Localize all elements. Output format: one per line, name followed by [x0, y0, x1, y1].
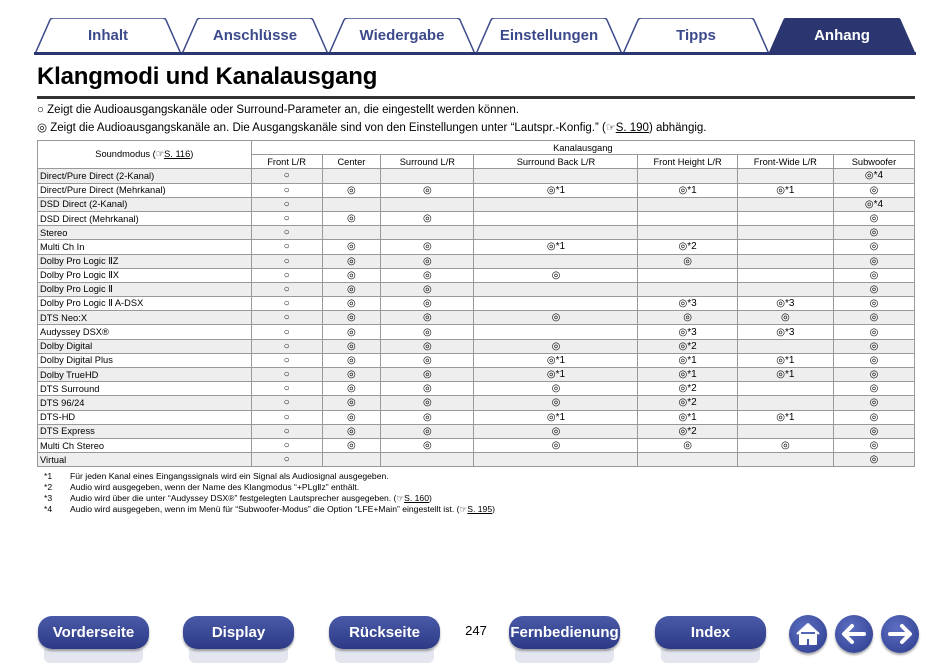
- footnote-mark: *2: [44, 482, 53, 492]
- soundmode-name: DSD Direct (Mehrkanal): [38, 211, 252, 225]
- channel-cell: [322, 226, 381, 240]
- soundmode-name: Dolby Digital Plus: [38, 353, 252, 367]
- channel-cell: ◎: [474, 382, 638, 396]
- channel-cell: ◎*2: [638, 240, 737, 254]
- channel-cell: ◎: [833, 424, 914, 438]
- channel-cell: ◎*1: [638, 368, 737, 382]
- channel-cell: ◎: [381, 254, 474, 268]
- table-row: [38, 297, 915, 311]
- footnote-text: Audio wird ausgegeben, wenn der Name des Klangmodus “+PLgⅡz” enthält.: [70, 482, 360, 492]
- channel-cell: ○: [251, 169, 322, 183]
- footnote-text: Audio wird über die unter “Audyssey DSX®” festgelegten Lautsprecher ausgegeben. (: [70, 493, 397, 503]
- reference-hand-icon: ☞: [396, 493, 405, 503]
- table-row: [38, 211, 915, 225]
- channel-cell: [737, 282, 833, 296]
- channel-cell: ◎: [381, 183, 474, 197]
- channel-cell: ◎: [833, 311, 914, 325]
- column-header: Front Height L/R: [638, 155, 737, 169]
- soundmode-name: Dolby Digital: [38, 339, 252, 353]
- channel-cell: ◎*2: [638, 396, 737, 410]
- channel-cell: ◎: [322, 282, 381, 296]
- soundmode-name: Direct/Pure Direct (Mehrkanal): [38, 183, 252, 197]
- table-row: [38, 438, 915, 452]
- channel-cell: [737, 197, 833, 211]
- channel-cell: ○: [251, 368, 322, 382]
- channel-cell: ◎: [474, 438, 638, 452]
- channel-cell: ◎*1: [638, 410, 737, 424]
- arrow-right-icon: [881, 615, 919, 653]
- home-button[interactable]: [789, 615, 827, 653]
- reference-hand-icon: ☞: [155, 149, 165, 160]
- channel-cell: [381, 169, 474, 183]
- tab-inhalt[interactable]: [34, 18, 182, 54]
- channel-cell: [638, 282, 737, 296]
- channel-cell: [737, 396, 833, 410]
- channel-cell: [737, 424, 833, 438]
- channel-cell: ◎*1: [737, 353, 833, 367]
- remote-control-button[interactable]: [509, 616, 620, 652]
- channel-cell: ◎*3: [737, 325, 833, 339]
- channel-cell: ◎: [381, 438, 474, 452]
- channel-cell: ○: [251, 240, 322, 254]
- channel-cell: ◎: [322, 325, 381, 339]
- footnote-2: [44, 482, 359, 493]
- channel-cell: ◎: [381, 339, 474, 353]
- table-row: [38, 226, 915, 240]
- button-shadow: [515, 649, 614, 663]
- channel-cell: [322, 197, 381, 211]
- channel-cell: ◎: [833, 211, 914, 225]
- soundmode-name: Dolby Pro Logic Ⅱ A-DSX: [38, 297, 252, 311]
- channel-output-header: Kanalausgang: [251, 141, 914, 155]
- channel-cell: [381, 197, 474, 211]
- channel-cell: ◎: [381, 268, 474, 282]
- tab-bar: [34, 14, 916, 54]
- channel-cell: ◎: [381, 353, 474, 367]
- table-row: [38, 169, 915, 183]
- channel-cell: [737, 211, 833, 225]
- page-link[interactable]: S. 190: [615, 122, 649, 134]
- soundmode-name: Dolby Pro Logic Ⅱ: [38, 282, 252, 296]
- channel-cell: ◎: [474, 396, 638, 410]
- channel-cell: ○: [251, 339, 322, 353]
- channel-cell: ○: [251, 297, 322, 311]
- channel-cell: ◎: [381, 410, 474, 424]
- page-link[interactable]: S. 195: [467, 504, 493, 514]
- tab-label: Anhang: [814, 27, 870, 44]
- soundmode-name: DTS Neo:X: [38, 311, 252, 325]
- soundmode-name: DTS Express: [38, 424, 252, 438]
- channel-cell: ◎*1: [737, 183, 833, 197]
- channel-cell: [638, 268, 737, 282]
- legend-text-2-end: ) abhängig.: [648, 122, 707, 134]
- channel-cell: [737, 169, 833, 183]
- tab-label: Einstellungen: [499, 27, 599, 44]
- channel-cell: ◎: [381, 311, 474, 325]
- channel-cell: [638, 197, 737, 211]
- column-header: Surround Back L/R: [474, 155, 638, 169]
- channel-cell: ◎: [322, 254, 381, 268]
- channel-cell: ○: [251, 197, 322, 211]
- button-label: Index: [690, 624, 731, 641]
- channel-cell: ◎: [638, 311, 737, 325]
- channel-cell: ◎*4: [833, 169, 914, 183]
- channel-cell: ◎: [322, 240, 381, 254]
- channel-cell: ◎: [833, 396, 914, 410]
- channel-cell: ◎: [381, 396, 474, 410]
- channel-cell: ◎: [638, 254, 737, 268]
- channel-cell: ◎*1: [474, 353, 638, 367]
- soundmode-name: Multi Ch In: [38, 240, 252, 254]
- channel-cell: [474, 254, 638, 268]
- channel-cell: [322, 169, 381, 183]
- soundmode-name: Dolby TrueHD: [38, 368, 252, 382]
- table-row: [38, 353, 915, 367]
- channel-cell: ○: [251, 453, 322, 467]
- channel-cell: ◎: [381, 297, 474, 311]
- reference-hand-icon: ☞: [459, 504, 468, 514]
- footnote-4: [44, 504, 495, 515]
- table-row: [38, 268, 915, 282]
- soundmode-name: DTS 96/24: [38, 396, 252, 410]
- channel-cell: ◎*1: [474, 240, 638, 254]
- display-button[interactable]: [183, 616, 294, 652]
- channel-cell: ◎: [833, 254, 914, 268]
- channel-cell: ○: [251, 311, 322, 325]
- soundmode-header: Soundmodus (☞S. 116): [38, 141, 252, 169]
- tab-underline: [34, 52, 916, 55]
- channel-cell: ◎*4: [833, 197, 914, 211]
- page-link[interactable]: S. 160: [404, 493, 429, 503]
- channel-cell: [381, 453, 474, 467]
- channel-cell: ◎: [833, 453, 914, 467]
- channel-cell: [474, 226, 638, 240]
- channel-cell: ◎: [833, 410, 914, 424]
- table-row: [38, 240, 915, 254]
- channel-cell: ○: [251, 282, 322, 296]
- footnote-mark: *3: [44, 493, 53, 503]
- channel-cell: ◎*3: [638, 325, 737, 339]
- channel-cell: ◎: [381, 211, 474, 225]
- channel-cell: ◎: [833, 183, 914, 197]
- index-button[interactable]: [655, 616, 766, 652]
- channel-cell: ○: [251, 183, 322, 197]
- legend-text-1: Zeigt die Audioausgangskanäle oder Surround-Parameter an, die eingestellt werden können.: [47, 104, 519, 116]
- soundmode-name: Virtual: [38, 453, 252, 467]
- channel-cell: ◎: [322, 339, 381, 353]
- channel-cell: ○: [251, 424, 322, 438]
- channel-cell: ◎: [833, 297, 914, 311]
- back-button[interactable]: [835, 615, 873, 653]
- table-row: [38, 382, 915, 396]
- footnote-mark: *1: [44, 471, 53, 481]
- channel-cell: [737, 226, 833, 240]
- rear-panel-button[interactable]: [329, 616, 440, 652]
- channel-cell: [474, 453, 638, 467]
- arrow-left-icon: [835, 615, 873, 653]
- column-header: Center: [322, 155, 381, 169]
- tab-einstellungen[interactable]: [475, 18, 623, 54]
- double-circle-symbol: ◎: [37, 122, 48, 134]
- soundmode-name: Stereo: [38, 226, 252, 240]
- channel-cell: ◎: [474, 339, 638, 353]
- channel-cell: [474, 169, 638, 183]
- channel-cell: ○: [251, 396, 322, 410]
- channel-cell: [737, 453, 833, 467]
- channel-cell: ◎: [833, 282, 914, 296]
- channel-cell: ◎*1: [474, 368, 638, 382]
- channel-cell: ◎: [322, 368, 381, 382]
- channel-cell: ○: [251, 325, 322, 339]
- channel-cell: ◎: [381, 240, 474, 254]
- button-label: Rückseite: [349, 624, 420, 641]
- channel-cell: ◎*3: [638, 297, 737, 311]
- channel-cell: ◎: [322, 382, 381, 396]
- soundmode-name: DTS Surround: [38, 382, 252, 396]
- legend-text-2: Zeigt die Audioausgangskanäle an. Die Ausgangskanäle sind von den Einstellungen unter “Lautspr.-Konfig.” (: [50, 122, 606, 134]
- table-row: [38, 424, 915, 438]
- soundmode-name: Dolby Pro Logic ⅡZ: [38, 254, 252, 268]
- button-label: Display: [211, 624, 266, 641]
- channel-cell: ◎: [833, 268, 914, 282]
- channel-cell: [474, 282, 638, 296]
- channel-cell: [737, 339, 833, 353]
- channel-cell: [381, 226, 474, 240]
- channel-cell: ◎: [833, 368, 914, 382]
- table-row: [38, 254, 915, 268]
- page-number: 247: [465, 623, 487, 638]
- tab-label: Wiedergabe: [359, 27, 445, 44]
- button-shadow: [44, 649, 143, 663]
- channel-cell: ◎*1: [737, 410, 833, 424]
- channel-cell: ◎: [322, 424, 381, 438]
- channel-cell: [638, 169, 737, 183]
- channel-cell: [737, 268, 833, 282]
- channel-cell: ○: [251, 438, 322, 452]
- channel-cell: ◎*1: [474, 183, 638, 197]
- channel-cell: ◎: [833, 438, 914, 452]
- channel-cell: [737, 240, 833, 254]
- channel-cell: ◎: [737, 438, 833, 452]
- table-row: [38, 325, 915, 339]
- footnote-text-end: ): [428, 493, 432, 503]
- channel-cell: ○: [251, 382, 322, 396]
- table-row: [38, 282, 915, 296]
- front-panel-button[interactable]: [38, 616, 149, 652]
- channel-cell: ◎: [833, 382, 914, 396]
- table-row: [38, 197, 915, 211]
- tab-anhang[interactable]: [768, 18, 916, 54]
- channel-cell: ◎: [474, 311, 638, 325]
- reference-hand-icon: ☞: [605, 122, 616, 134]
- column-header: Front L/R: [251, 155, 322, 169]
- channel-cell: ◎*1: [638, 353, 737, 367]
- channel-cell: ○: [251, 226, 322, 240]
- column-header: Subwoofer: [833, 155, 914, 169]
- channel-cell: ◎: [833, 339, 914, 353]
- channel-cell: ◎*1: [737, 368, 833, 382]
- page-link[interactable]: S. 116: [164, 149, 191, 160]
- forward-button[interactable]: [881, 615, 919, 653]
- tab-tipps[interactable]: [622, 18, 770, 54]
- button-label: Fernbedienung: [510, 624, 619, 641]
- channel-cell: [474, 211, 638, 225]
- footnote-mark: *4: [44, 504, 53, 514]
- channel-cell: ◎: [322, 268, 381, 282]
- channel-cell: [638, 211, 737, 225]
- channel-cell: ○: [251, 211, 322, 225]
- channel-cell: ◎: [322, 311, 381, 325]
- footnote-text: Audio wird ausgegeben, wenn im Menü für “Subwoofer-Modus” die Option “LFE+Main” eingestellt ist. (: [70, 504, 460, 514]
- channel-cell: ◎*1: [474, 410, 638, 424]
- footnote-3: [44, 493, 432, 504]
- column-header: Surround L/R: [381, 155, 474, 169]
- channel-cell: ◎: [322, 438, 381, 452]
- channel-cell: ◎: [322, 297, 381, 311]
- channel-cell: ◎*2: [638, 382, 737, 396]
- channel-cell: [638, 453, 737, 467]
- channel-cell: ○: [251, 254, 322, 268]
- channel-cell: ◎: [322, 410, 381, 424]
- table-row: [38, 410, 915, 424]
- tab-anschluesse[interactable]: [181, 18, 329, 54]
- channel-cell: ○: [251, 268, 322, 282]
- channel-cell: [474, 297, 638, 311]
- tab-label: Tipps: [676, 27, 716, 44]
- sound-mode-table: [37, 140, 915, 467]
- footnote-text-end: ): [492, 504, 495, 514]
- tab-label: Inhalt: [88, 27, 128, 44]
- channel-cell: ◎: [322, 211, 381, 225]
- button-shadow: [661, 649, 760, 663]
- channel-cell: ◎: [474, 424, 638, 438]
- soundmode-name: DSD Direct (2-Kanal): [38, 197, 252, 211]
- table-row: [38, 396, 915, 410]
- channel-cell: ◎: [381, 382, 474, 396]
- channel-cell: ◎: [322, 353, 381, 367]
- channel-cell: ◎: [833, 240, 914, 254]
- soundmode-name: Multi Ch Stereo: [38, 438, 252, 452]
- footnote-1: [44, 471, 389, 481]
- channel-cell: ○: [251, 410, 322, 424]
- channel-cell: ◎*1: [638, 183, 737, 197]
- channel-cell: ◎: [737, 311, 833, 325]
- channel-cell: [638, 226, 737, 240]
- table-row: [38, 368, 915, 382]
- footnote-text: Für jeden Kanal eines Eingangssignals wird ein Signal als Audiosignal ausgegeben.: [70, 471, 389, 481]
- button-label: Vorderseite: [52, 624, 135, 641]
- channel-cell: ◎: [474, 268, 638, 282]
- channel-cell: [474, 197, 638, 211]
- channel-cell: ◎*2: [638, 424, 737, 438]
- channel-cell: ◎: [833, 353, 914, 367]
- channel-cell: [737, 254, 833, 268]
- channel-cell: [322, 453, 381, 467]
- title-rule: [37, 96, 915, 99]
- channel-cell: [737, 382, 833, 396]
- channel-cell: ◎*3: [737, 297, 833, 311]
- table-row: [38, 183, 915, 197]
- channel-cell: ◎: [833, 325, 914, 339]
- channel-cell: ◎: [381, 424, 474, 438]
- channel-cell: ◎: [833, 226, 914, 240]
- soundmode-name: Audyssey DSX®: [38, 325, 252, 339]
- table-row: [38, 453, 915, 467]
- table-row: [38, 339, 915, 353]
- table-row: [38, 311, 915, 325]
- circle-symbol: ○: [37, 104, 44, 116]
- tab-label: Anschlüsse: [212, 27, 298, 44]
- button-shadow: [189, 649, 288, 663]
- channel-cell: ◎: [322, 396, 381, 410]
- soundmode-name: DTS-HD: [38, 410, 252, 424]
- tab-wiedergabe[interactable]: [328, 18, 476, 54]
- channel-cell: [474, 325, 638, 339]
- home-icon: [789, 615, 827, 653]
- legend-line-2: [37, 120, 707, 134]
- channel-cell: ◎: [381, 325, 474, 339]
- button-shadow: [335, 649, 434, 663]
- channel-cell: ◎: [381, 282, 474, 296]
- channel-cell: ○: [251, 353, 322, 367]
- soundmode-name: Direct/Pure Direct (2-Kanal): [38, 169, 252, 183]
- legend-line-1: [37, 104, 519, 116]
- page-title: Klangmodi und Kanalausgang: [37, 63, 378, 90]
- channel-cell: ◎: [381, 368, 474, 382]
- channel-cell: ◎*2: [638, 339, 737, 353]
- channel-cell: ◎: [322, 183, 381, 197]
- channel-cell: ◎: [638, 438, 737, 452]
- column-header: Front-Wide L/R: [737, 155, 833, 169]
- soundmode-name: Dolby Pro Logic ⅡX: [38, 268, 252, 282]
